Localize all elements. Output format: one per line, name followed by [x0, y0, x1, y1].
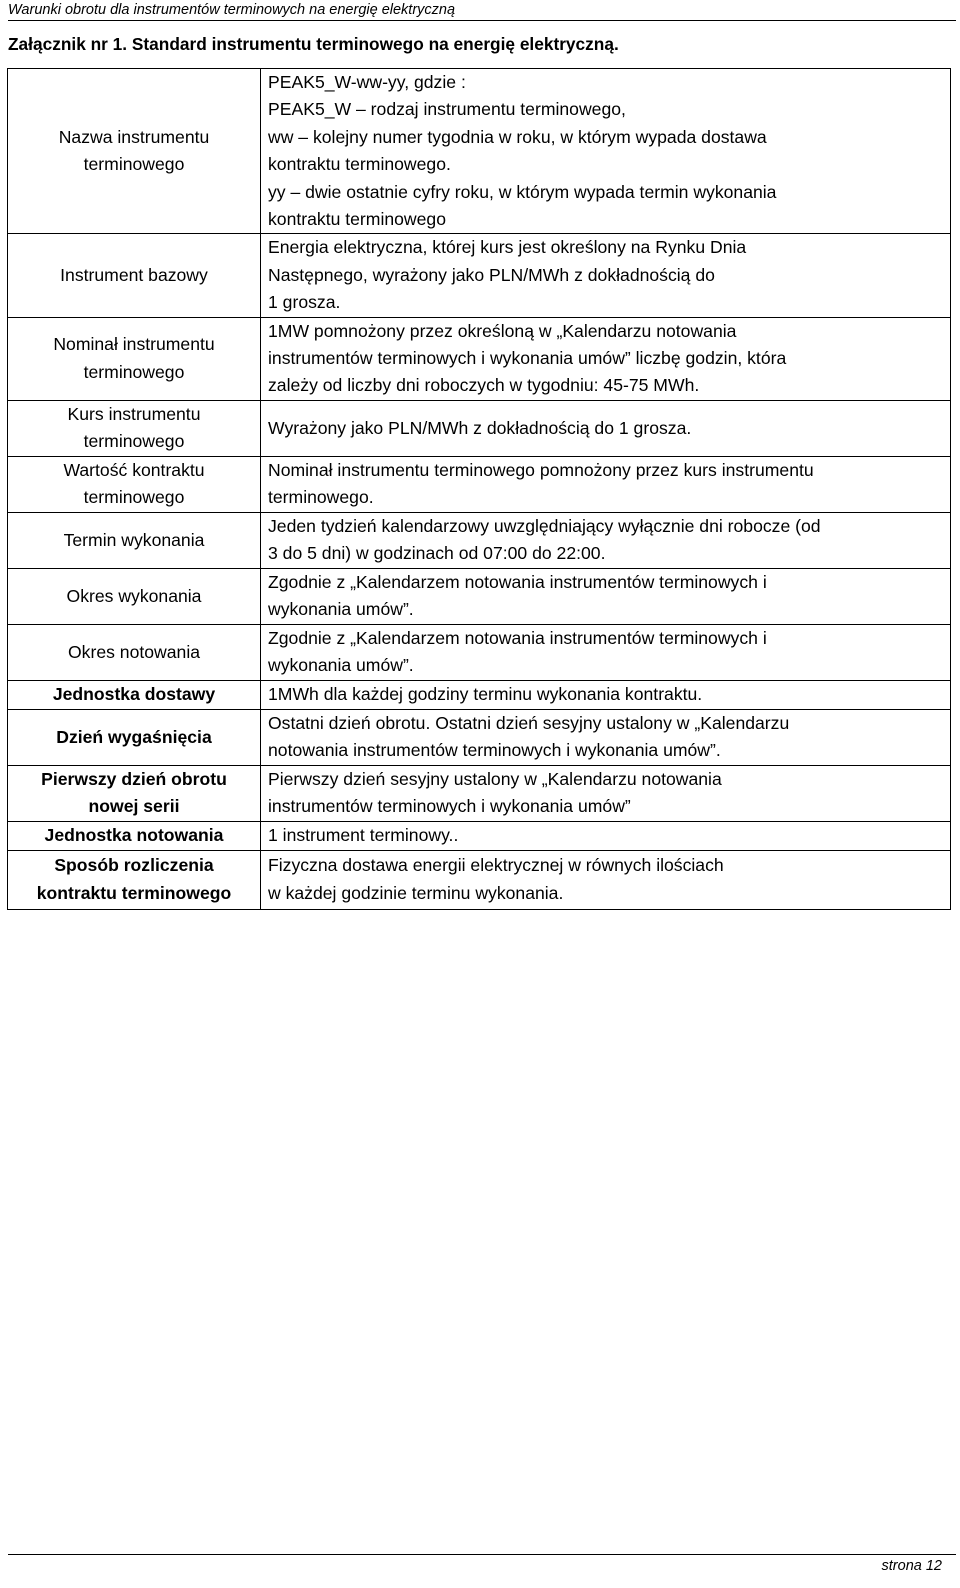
row-value: Wyrażony jako PLN/MWh z dokładnością do 1 grosza. — [261, 400, 951, 456]
row-label: Jednostka notowania — [8, 821, 261, 850]
row-value: Fizyczna dostawa energii elektrycznej w równych ilościach w każdej godzinie terminu wykonania. — [261, 850, 951, 909]
row-label: Okres wykonania — [8, 568, 261, 624]
row-label: Dzień wygaśnięcia — [8, 709, 261, 765]
row-label: Sposób rozliczenia kontraktu terminowego — [8, 850, 261, 909]
row-value: 1 instrument terminowy.. — [261, 821, 951, 850]
row-value: Nominał instrumentu terminowego pomnożony przez kurs instrumentu terminowego. — [261, 456, 951, 512]
table-row-nominal — [8, 317, 951, 400]
row-label: Nominał instrumentu terminowego — [8, 317, 261, 400]
table-row-expiry-day — [8, 709, 951, 765]
row-label: Kurs instrumentu terminowego — [8, 400, 261, 456]
table-row-instrument-name — [8, 69, 951, 234]
footer-rule — [8, 1554, 956, 1555]
row-label: Jednostka dostawy — [8, 680, 261, 709]
row-value: 1MWh dla każdej godziny terminu wykonania kontraktu. — [261, 680, 951, 709]
table-row-quotation-unit — [8, 821, 951, 850]
table-row-first-trading-day — [8, 765, 951, 821]
header-rule — [8, 20, 956, 21]
spec-table — [7, 68, 951, 910]
table-row-settlement-date — [8, 512, 951, 568]
row-label: Termin wykonania — [8, 512, 261, 568]
row-value: Pierwszy dzień sesyjny ustalony w „Kalendarzu notowania instrumentów terminowych i wykonania umów” — [261, 765, 951, 821]
row-value: Energia elektryczna, której kurs jest określony na Rynku Dnia Następnego, wyrażony jako PLN/MWh z dokładnością do 1 grosza. — [261, 234, 951, 317]
table-row-contract-value — [8, 456, 951, 512]
document-title: Załącznik nr 1. Standard instrumentu terminowego na energię elektryczną. — [8, 34, 619, 54]
row-value: PEAK5_W-ww-yy, gdzie : PEAK5_W – rodzaj instrumentu terminowego, ww – kolejny numer tygodnia w roku, w którym wypada dostawa kontraktu terminowego. yy – dwie ostatnie cyfry roku, w którym wypada termin wykonania kontraktu terminowego — [261, 69, 951, 234]
row-label: Instrument bazowy — [8, 234, 261, 317]
table-row-settlement-period — [8, 568, 951, 624]
running-header: Warunki obrotu dla instrumentów terminowych na energię elektryczną — [8, 2, 456, 18]
row-value: Ostatni dzień obrotu. Ostatni dzień sesyjny ustalony w „Kalendarzu notowania instrumentów terminowych i wykonania umów”. — [261, 709, 951, 765]
page-footer — [0, 1554, 960, 1588]
page-number: strona 12 — [881, 1558, 942, 1574]
table-row-trading-period — [8, 624, 951, 680]
table-row-base-instrument — [8, 234, 951, 317]
table-row-settlement-method — [8, 850, 951, 909]
row-label: Okres notowania — [8, 624, 261, 680]
row-label: Nazwa instrumentu terminowego — [8, 69, 261, 234]
table-row-price — [8, 400, 951, 456]
row-label: Wartość kontraktu terminowego — [8, 456, 261, 512]
table-row-delivery-unit — [8, 680, 951, 709]
row-label: Pierwszy dzień obrotu nowej serii — [8, 765, 261, 821]
row-value: Jeden tydzień kalendarzowy uwzględniający wyłącznie dni robocze (od 3 do 5 dni) w godzinach od 07:00 do 22:00. — [261, 512, 951, 568]
row-value: Zgodnie z „Kalendarzem notowania instrumentów terminowych i wykonania umów”. — [261, 568, 951, 624]
row-value: 1MW pomnożony przez określoną w „Kalendarzu notowania instrumentów terminowych i wykonania umów” liczbę godzin, która zależy od liczby dni roboczych w tygodniu: 45-75 MWh. — [261, 317, 951, 400]
row-value: Zgodnie z „Kalendarzem notowania instrumentów terminowych i wykonania umów”. — [261, 624, 951, 680]
